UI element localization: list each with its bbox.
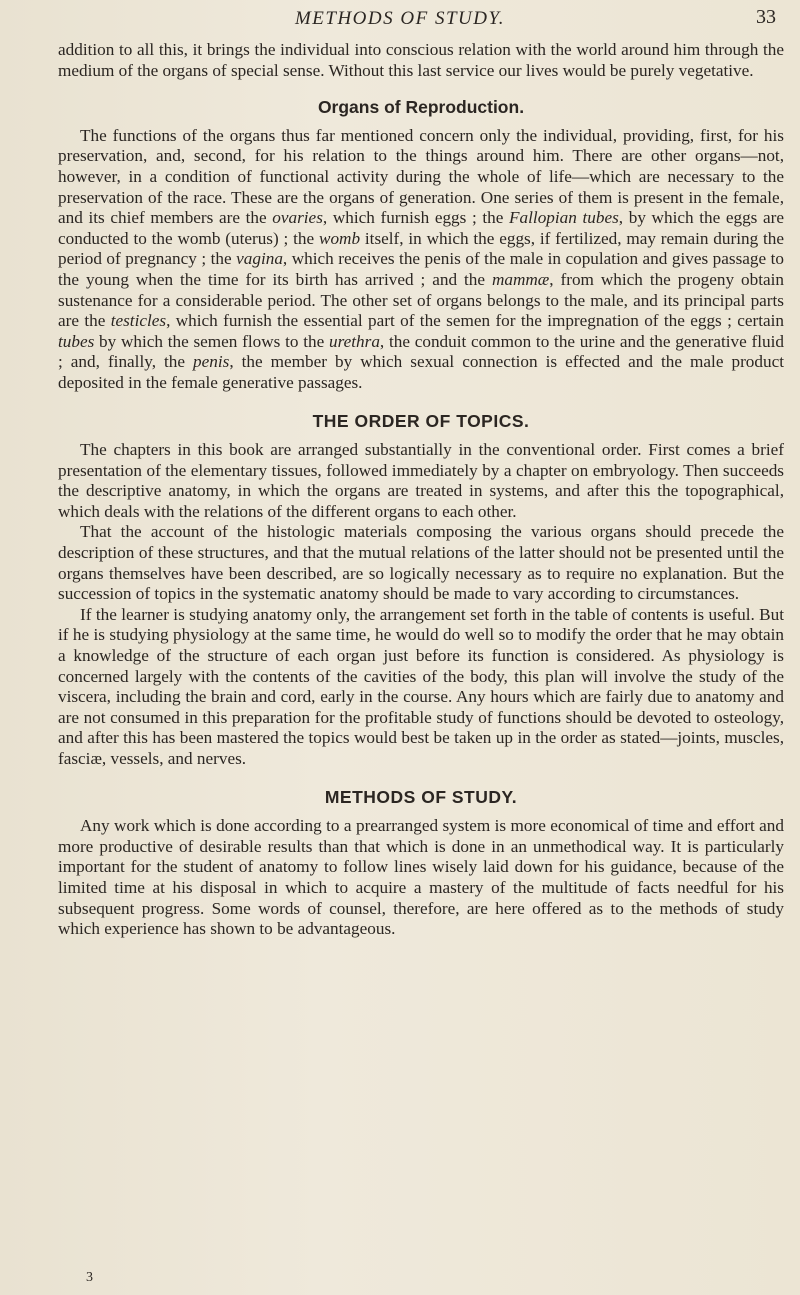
term-ovaries: ovaries xyxy=(272,208,323,228)
heading-order-of-topics: THE ORDER OF TOPICS. xyxy=(312,410,530,431)
text-run: , which receives the penis of the male in copulation and gives passage to the young when the time for its birth has arrived ; and the xyxy=(58,249,784,289)
paragraph-order-1: The chapters in this book are arranged substantially in the conventional order. First comes a brief presentation of the elementary tissues, followed immediately by a chapter on embryology. Then succeeds the descriptive anatomy, in which the organs are treated in systems, and after this the topographical, which deals with the relations of the different organs to each other. xyxy=(58,440,784,521)
paragraph-methods: Any work which is done according to a prearranged system is more economical of time and effort and more productive of desirable results than that which is done in an unmethodical way. It is particularly important for the student of anatomy to follow lines wisely laid down for his guidance, because of the limited time at his disposal in which to acquire a mastery of the multitude of facts needful for his subsequent progress. Some words of counsel, therefore, are here offered as to the methods of study which experience has shown to be advantageous. xyxy=(58,816,784,939)
text-run: , the conduit common to the urine and the generative fluid ; and, finally, the xyxy=(58,331,784,372)
running-head xyxy=(0,6,800,36)
paragraph-order-3: If the learner is studying anatomy only, the arrangement set forth in the table of contents is useful. But if he is studying physiology at the same time, he would do well so to modify the order that he may obtain a knowledge of the structure of each organ just before its function is considered. As physiology is concerned largely with the contents of the cavities of the body, this plan will involve the study of the viscera, including the brain and cord, early in the course. Any hours which are fairly due to anatomy and are not consumed in this preparation for the profitable study of functions should be devoted to osteology, and after this has been mastered the topics would best be taken up in the order as stated—joints, muscles, fasciæ, vessels, and nerves. xyxy=(58,604,784,768)
paragraph-reproduction xyxy=(58,126,784,394)
text-run: itself, in which the eggs, if fertilized, may remain during the period of pregnancy ; the xyxy=(58,228,784,269)
text-run: , by which the eggs are conducted to the womb (uterus) ; the xyxy=(58,208,784,248)
term-womb: womb xyxy=(318,228,361,248)
term-tubes: tubes xyxy=(58,331,95,351)
signature-mark: 3 xyxy=(86,1270,93,1285)
text-run: , the member by which sexual connection is effected and the male product deposited in the female generative passages. xyxy=(58,352,784,392)
paragraph-order-2: That the account of the histologic materials composing the various organs should precede the description of these structures, and that the mutual relations of the latter should not be presented until the organs themselves have been described, are so logically necessary as to require no explanation. But the succession of topics in the systematic anatomy should be made to vary according to circumstances. xyxy=(58,522,784,604)
term-testicles: testicles xyxy=(110,311,167,331)
paragraph-intro: addition to all this, it brings the individual into conscious relation with the world around him through the medium of the organs of special sense. Without this last service our lives would be purely vegetative. xyxy=(58,40,784,80)
term-vagina: vagina xyxy=(236,249,283,269)
text-run: The functions of the organs thus far mentioned concern only the individual, providing, first, for his preservation, and, second, for his relation to the things around him. There are other organs—not, however, in a condition of functional activity during the whole of life—which are necessary to the preservation of the race. These are the organs of generation. One series of them is present in the female, and its chief members are the xyxy=(58,125,784,228)
running-title: METHODS OF STUDY. xyxy=(294,8,506,29)
page-number: 33 xyxy=(756,6,776,28)
body-text xyxy=(58,40,784,940)
term-penis: penis xyxy=(193,352,230,372)
text-run: , which furnish the essential part of the semen for the impregnation of the eggs ; certain xyxy=(166,311,784,331)
heading-methods-of-study: METHODS OF STUDY. xyxy=(324,786,518,807)
term-mammae: mammæ xyxy=(491,269,550,289)
heading-organs-of-reproduction: Organs of Reproduction. xyxy=(317,97,525,118)
text-run: by which the semen flows to the xyxy=(94,331,329,351)
term-fallopian-tubes: Fallopian tubes xyxy=(509,208,619,228)
term-urethra: urethra xyxy=(328,331,380,351)
text-run: , from which the progeny obtain sustenance for a considerable period. The other set of organs belongs to the male, and its principal parts are the xyxy=(58,269,784,331)
text-run: , which furnish eggs ; the xyxy=(322,208,510,228)
